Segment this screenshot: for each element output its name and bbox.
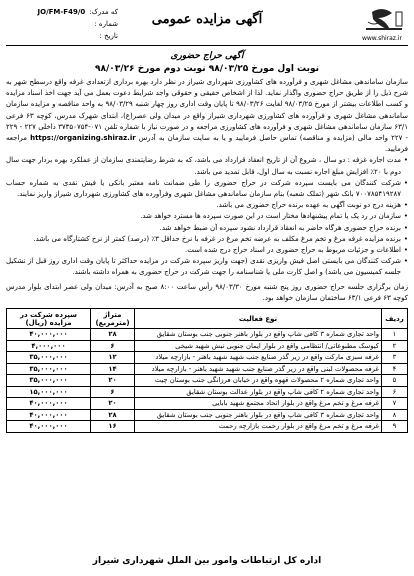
deposit-cell: ۴۰,۰۰۰,۰۰۰	[7, 409, 91, 421]
meta-row	[8, 6, 118, 18]
condition-item: • برنده حراج حضوری هرگاه حاضر به انعقاد قرارداد نشود سپرده آن ضبط خواهد شد.	[6, 223, 408, 234]
condition-item: • شرکت کنندگان می بایست سپرده شرکت در حراج حضوری را طی ضمانت نامه معتبر بانکی یا فیش نقدی به شماره حساب ۷۰۰۷۸۵۴۱۹۲۸۷ بانک شهر (تملک شعبه) بنام سازمان ساماندهی مشاغل شهری وفرآورده های کشاورزی شهرداری شیراز واریز نمایند.	[6, 178, 408, 200]
condition-item: • برنده مزایده غرفه مرغ و تخم مرغ مکلف به عرضه تخم مرغ در غرفه با نرخ حداقل ۳٪ (درصد) کمتر از نرخ کشتارگاه می باشد.	[6, 234, 408, 245]
area-cell: ۲۰	[91, 375, 135, 387]
area-cell: ۶	[91, 386, 135, 398]
meta-label: شماره :	[94, 20, 118, 28]
area-cell: ۱۴	[91, 363, 135, 375]
column-header-deposit: سپرده شرکت در مزایده (ریال)	[7, 309, 91, 329]
deposit-cell: ۳۵,۰۰۰,۰۰۰	[7, 375, 91, 387]
table-row	[7, 421, 408, 433]
condition-item: • اطلاعات و جزئیات مربوط به حراج حضوری در اسناد حراج درج شده است.	[6, 245, 408, 256]
notice-header	[6, 4, 408, 46]
area-cell: ۶	[91, 340, 135, 352]
table-row	[7, 352, 408, 364]
table-row	[7, 329, 408, 341]
row-number-cell: ۵	[382, 375, 408, 387]
booths-table	[6, 308, 408, 433]
condition-item: • مدت اجاره غرفه : دو سال ، شروع آن از تاریخ انعقاد قرارداد می باشد، که به شرط رضایتمندی سازمان از عملکرد بهره بردار جهت سال دوم با ۲۰٪ افزایش مبلغ اجاره نسبت به سال اول، قابل تمدید می باشد.	[6, 155, 408, 177]
deposit-cell: ۴۰,۰۰۰,۰۰۰	[7, 398, 91, 410]
area-cell: ۲۸	[91, 409, 135, 421]
table-row	[7, 398, 408, 410]
deposit-cell: ۴۰,۰۰۰,۰۰۰	[7, 329, 91, 341]
deposit-cell: ۴۰,۰۰۰,۰۰۰	[7, 421, 91, 433]
row-number-cell: ۱	[382, 329, 408, 341]
deposit-cell: ۱۵,۰۰۰,۰۰۰	[7, 386, 91, 398]
meta-row	[8, 30, 118, 42]
deposit-cell: ۴,۰۰۰,۰۰۰	[7, 340, 91, 352]
condition-item: • هزینه درج دو نوبت آگهی به عهده برنده حراج حضوری می باشد.	[6, 200, 408, 211]
activity-cell: واحد تجاری شماره ۲ محصولات قهوه واقع در خیابان فرزانگی جنب بوستان چیت	[135, 375, 382, 387]
auction-title: آگهی حراج حضوری	[170, 51, 244, 61]
area-cell: ۲۸	[91, 329, 135, 341]
area-cell: ۱۶	[91, 421, 135, 433]
session-paragraph: زمان برگزاری جلسه حراج حضوری روز پنج شنبه مورخ ۹۸/۰۳/۳۰ رأس ساعت ۸:۰۰ صبح به آدرس: میدان ولی عصر ابتدای بلوار مدرس کوچه ۶۳ فرعی ۶۳/۱ ساختمان سازمان خواهد بود.	[6, 282, 409, 302]
activity-cell: واحد تجاری شماره ۳ کافی شاپ واقع در بلوار باهنر جنوبی جنب بوستان شقایق	[135, 329, 382, 341]
auction-dates: نوبت اول مورخ ۹۸/۰۳/۲۵ نوبت دوم مورخ ۹۸/۰۳/۲۶	[95, 64, 319, 74]
meta-value: JO/FM-F49/0	[37, 8, 86, 16]
intro-paragraph	[6, 77, 408, 155]
deposit-cell: ۳۵,۰۰۰,۰۰۰	[7, 352, 91, 364]
intro-suffix: مراجعه فرمایید.	[6, 134, 408, 154]
row-number-cell: ۶	[382, 386, 408, 398]
table-row	[7, 363, 408, 375]
activity-cell: کیوسک مطبوعاتی/ انتظامی واقع در بلوار ایمان جنوبی نبش شهید شیخی	[135, 340, 382, 352]
row-number-cell: ۳	[382, 352, 408, 364]
row-number-cell: ۲	[382, 340, 408, 352]
table-row	[7, 409, 408, 421]
condition-item: • شرکت کنندگان می بایستی اصل فیش واریزی نقدی (جهت واریز سپرده شرکت در مزایده حداکثر تا پایان وقت اداری روز قبل از تشکیل جلسه کمیسیون می باشد) و اصل کارت ملی یا شناسنامه را جهت شرکت در حراج حضوری به همراه داشته باشند.	[6, 256, 408, 278]
condition-item: • سازمان در رد یک یا تمام پیشنهادها مختار است در این صورت سپرده ها مسترد خواهد شد.	[6, 211, 408, 222]
area-cell: ۲۰	[91, 398, 135, 410]
table-header-row	[7, 309, 408, 329]
row-number-cell: ۴	[382, 363, 408, 375]
row-number-cell: ۹	[382, 421, 408, 433]
intro-text: سازمان ساماندهی مشاغل شهری و فرآورده های کشاورزی شهرداری شیراز در نظر دارد بهره برداری ازتعدادی غرفه واقع درسطح شهر به شرح ذیل را از طریق حراج حضوری واگذار نماید. لذا از اشخاص حقیقی و حقوقی واجد شرایط دعوت بعمل می آید جهت اخذ اسناد مزایده و کسب اطلاعات بیشتر از مورخ ۹۸/۰۳/۲۵ لغایت ۹۸/۰۳/۲۶ تا پایان وقت اداری روز چهار شنبه ۹۸/۰۳/۲۹ به واحد مناقصه و مزایده سازمان ساماندهی مشاغل شهری و فرآورده های کشاورزی شهرداری شیراز واقع در میدان ولی عصر(ع)، ابتدای شهرک مدرس، کوچه ۶۳ فرعی ۶۳/۱ سازمان ساماندهی مشاغل شهری و فرآورده های کشاورزی مراجعه و در صورت نیاز با شماره تلفن ۰۷۱-۳۷۳۵۰۷۵۴ داخلی ۲۲۷ - ۲۲۹ - ۲۲۷ واحد مالی (مزایده و مناقصه) تماس حاصل فرمایید و یا به سایت سازمان به آدرس	[6, 78, 409, 143]
meta-label: که مدرک:	[89, 8, 118, 16]
meta-label: تاریخ :	[99, 32, 118, 40]
column-header-row-number: ردیف	[382, 309, 408, 329]
footer-office: اداره کل ارتباطات وامور بین الملل شهرداری شیراز	[92, 556, 322, 566]
document-meta	[8, 6, 118, 42]
organization-url[interactable]: https://organizing.shiraz.ir	[30, 134, 136, 143]
activity-cell: واحد تجاری شماره ۲ کافی شاپ واقع در بلوار عدالت بوستان شقایق	[135, 386, 382, 398]
meta-row	[8, 18, 118, 30]
activity-cell: غرفه مرغ و تخم مرغ واقع در بلوار اتحاد مجتمع شهید بابایی	[135, 398, 382, 410]
table-row	[7, 386, 408, 398]
activity-cell: غرفه مرغ و تخم مرغ واقع در بلوار رحمت بازارچه رحمت	[135, 421, 382, 433]
column-header-activity: نوع فعالیت	[135, 309, 382, 329]
table-row	[7, 340, 408, 352]
activity-cell: واحد تجاری شماره ۳ کافی شاپ واقع در بلوار باهنر جنوبی جنب بوستان شقایق	[135, 409, 382, 421]
area-cell: ۱۲	[91, 352, 135, 364]
row-number-cell: ۸	[382, 409, 408, 421]
activity-cell: غرفه محصولات لبنی واقع در زیر گذر صنایع جنب شهید شهید باهنر - بازارچه میلاد	[135, 363, 382, 375]
deposit-cell: ۳۵,۰۰۰,۰۰۰	[7, 363, 91, 375]
activity-cell: غرفه سبزی مارکت واقع در زیر گذر صنایع جنب شهید شهید باهنر - بازارچه میلاد	[135, 352, 382, 364]
row-number-cell: ۷	[382, 398, 408, 410]
table-row	[7, 375, 408, 387]
notice-title: آگهی مزایده عمومی	[151, 12, 263, 27]
column-header-area: متراژ (مترمربع)	[91, 309, 135, 329]
logo-url: www.shiraz.ir	[361, 35, 402, 42]
